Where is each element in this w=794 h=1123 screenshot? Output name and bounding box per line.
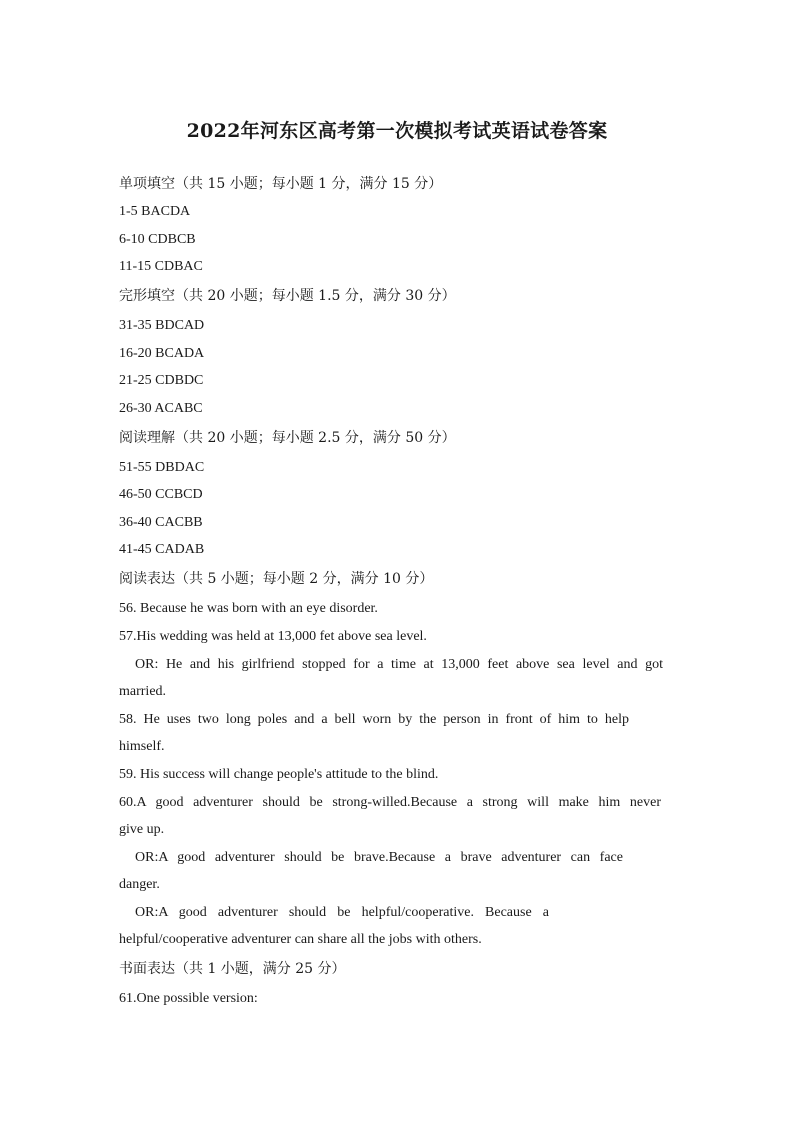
answer-line: 16-20 BCADA (119, 346, 205, 361)
section-heading-cloze: 完形填空（共 20 小题；每小题 1.5 分，满分 30 分） (119, 288, 456, 304)
answer-line: danger. (119, 877, 160, 892)
section-heading-writing: 书面表达（共 1 小题，满分 25 分） (119, 961, 346, 977)
answer-line: give up. (119, 822, 165, 837)
answer-line: OR: He and his girlfriend stopped for a time at 13,000 feet above sea level and got (135, 657, 663, 672)
answer-line: OR:A good adventurer should be brave.Because a brave adventurer can face (135, 850, 623, 865)
answer-line: 41-45 CADAB (119, 542, 205, 557)
answer-line: married. (119, 684, 167, 699)
answer-line: 1-5 BACDA (119, 204, 191, 219)
answer-line: himself. (119, 739, 165, 754)
answer-line: 21-25 CDBDC (119, 373, 204, 388)
answer-line: 51-55 DBDAC (119, 460, 205, 475)
section-heading-reading: 阅读理解（共 20 小题；每小题 2.5 分，满分 50 分） (119, 430, 456, 446)
answer-line: 36-40 CACBB (119, 515, 203, 530)
answer-line: 46-50 CCBCD (119, 487, 203, 502)
answer-line: 26-30 ACABC (119, 401, 203, 416)
answer-line: 60.A good adventurer should be strong-willed.Because a strong will make him never (119, 795, 661, 810)
answer-line: OR:A good adventurer should be helpful/cooperative. Because a (135, 905, 549, 920)
answer-line: 56. Because he was born with an eye disorder. (119, 601, 378, 616)
answer-line: 11-15 CDBAC (119, 259, 203, 274)
section-heading-expression: 阅读表达（共 5 小题；每小题 2 分，满分 10 分） (119, 571, 434, 587)
answer-line: helpful/cooperative adventurer can share all the jobs with others. (119, 932, 482, 947)
answer-line: 31-35 BDCAD (119, 318, 205, 333)
answer-line: 61.One possible version: (119, 991, 258, 1006)
answer-line: 59. His success will change people's attitude to the blind. (119, 767, 439, 782)
section-heading-single-choice: 单项填空（共 15 小题；每小题 1 分，满分 15 分） (119, 176, 443, 192)
page-title: 2022年河东区高考第一次模拟考试英语试卷答案 (186, 120, 608, 142)
answer-line: 6-10 CDBCB (119, 232, 196, 247)
answer-line: 58. He uses two long poles and a bell worn by the person in front of him to help (119, 712, 629, 727)
answer-line: 57.His wedding was held at 13,000 fet above sea level. (119, 629, 427, 644)
